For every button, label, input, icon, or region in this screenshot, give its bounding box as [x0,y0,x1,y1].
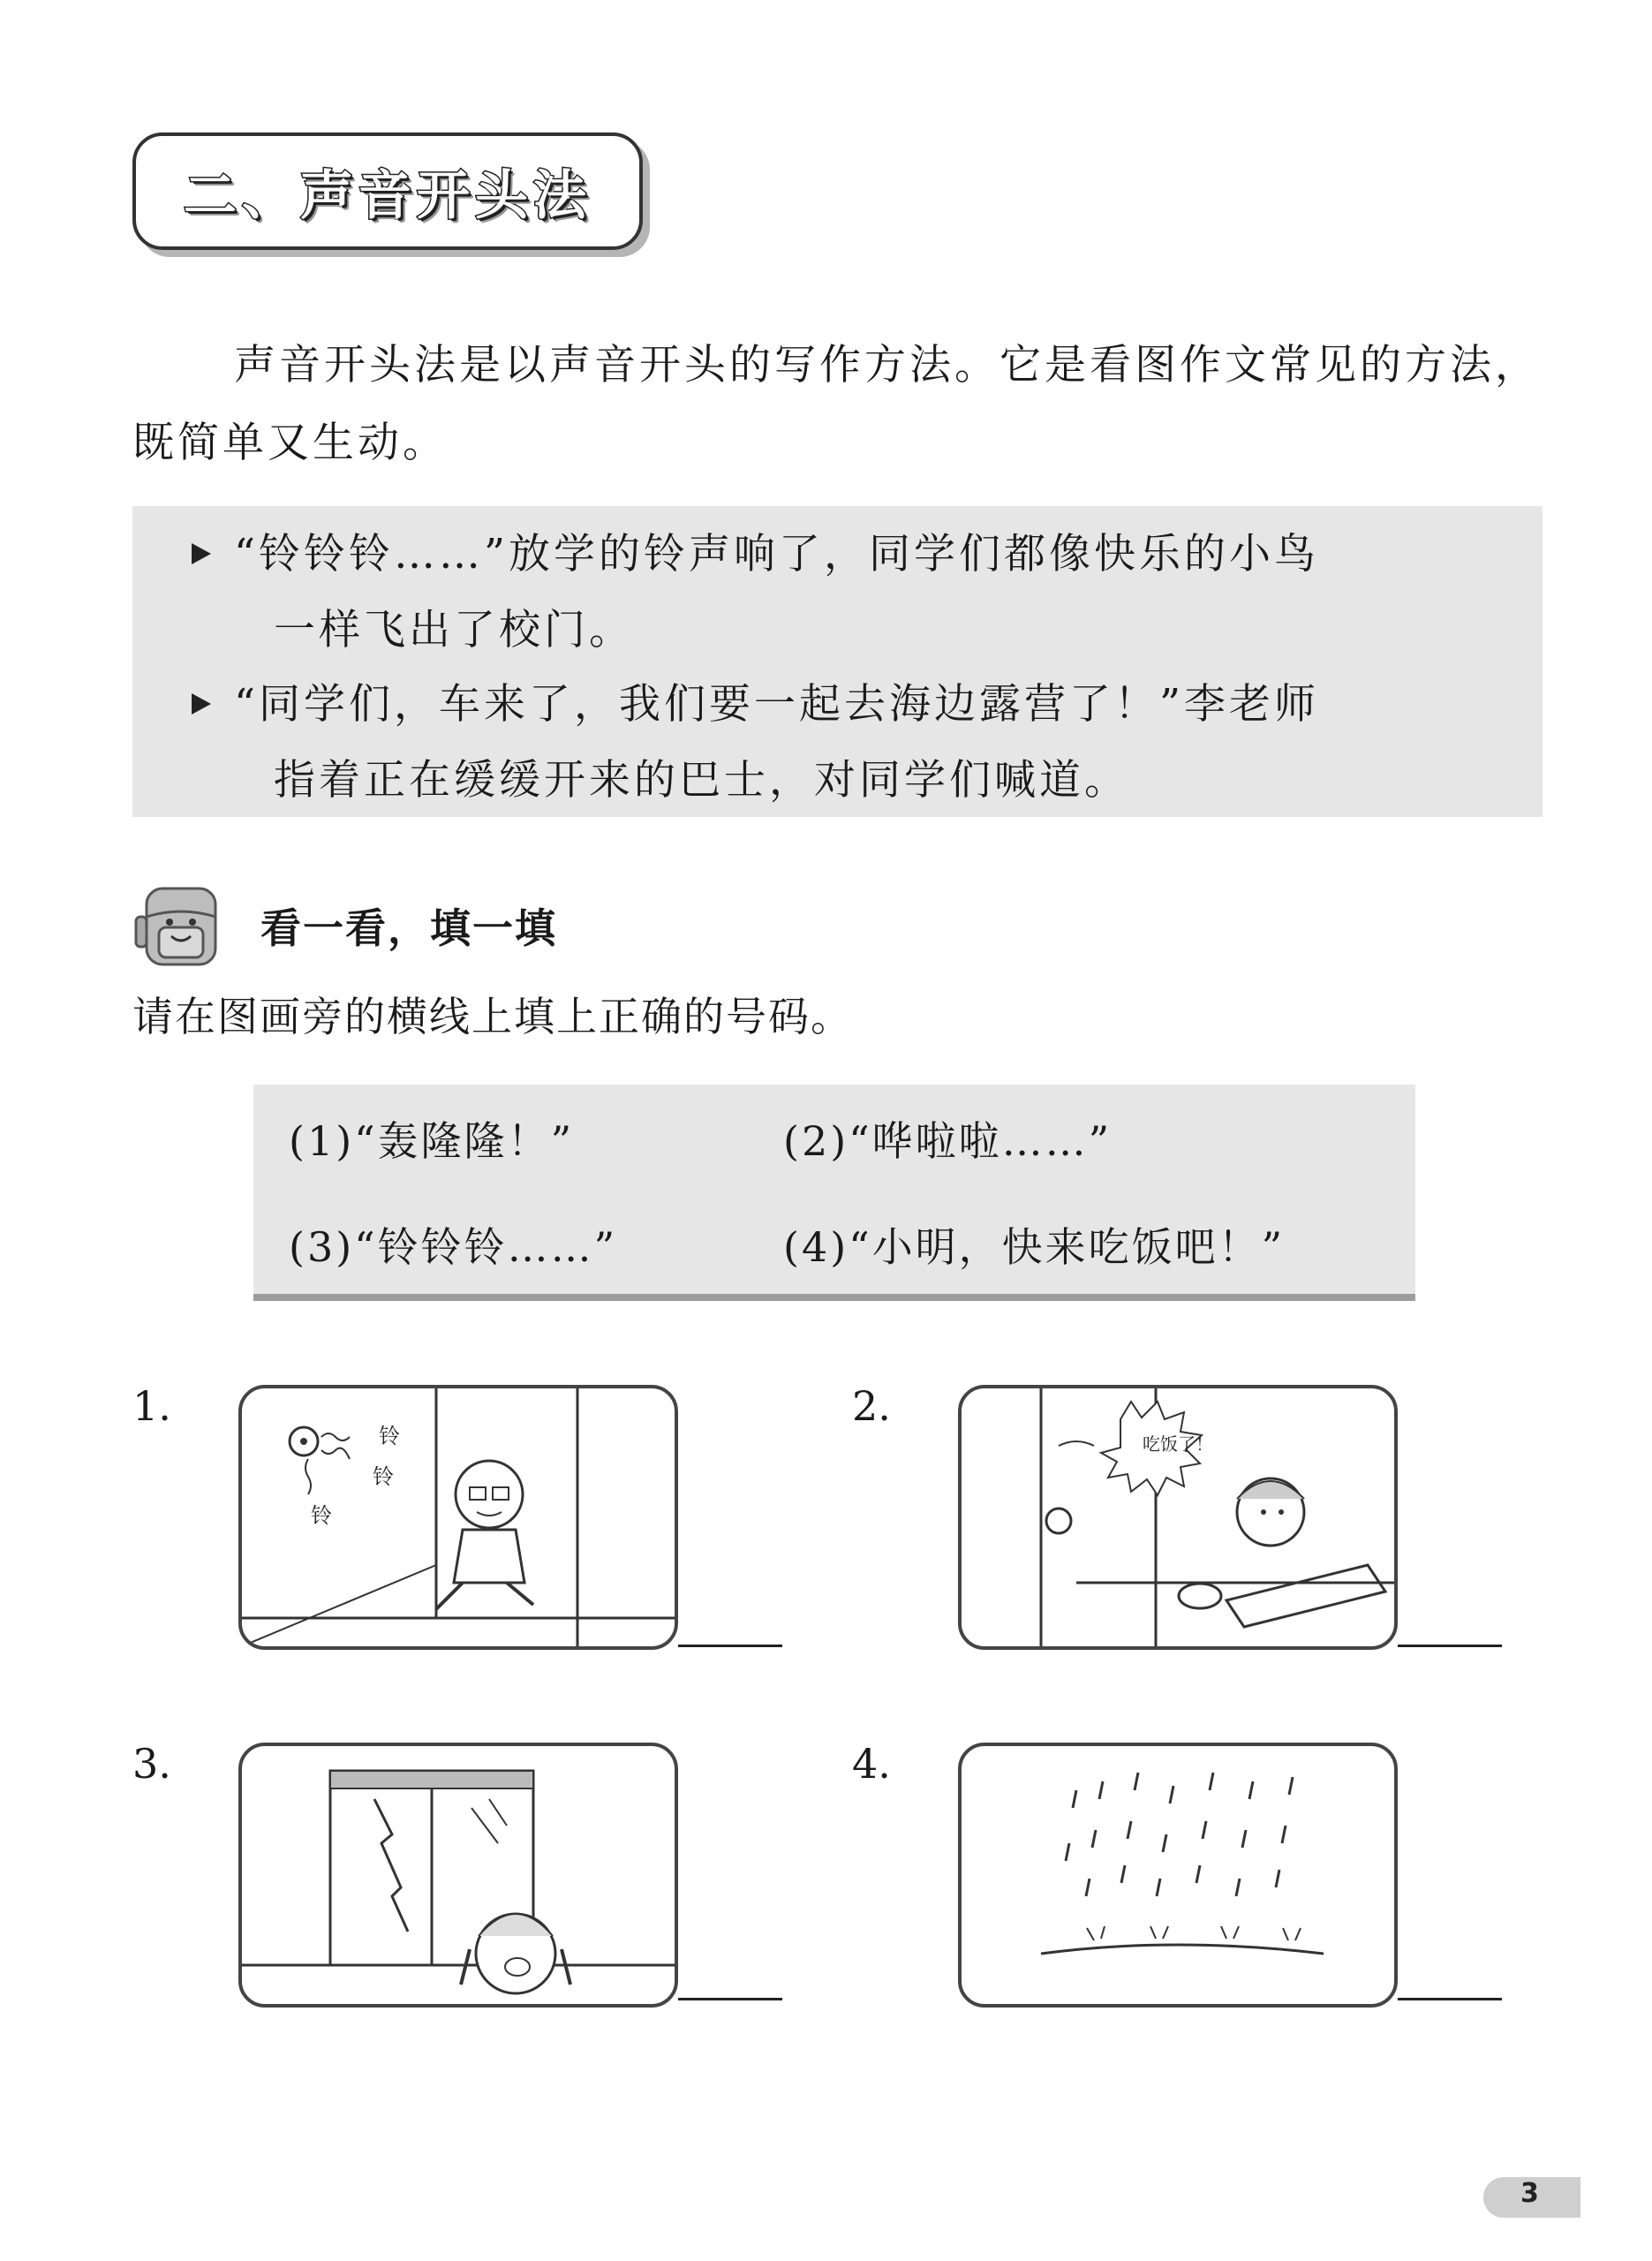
answer-line[interactable] [678,1998,782,2000]
arrow-bullet-icon [192,543,211,564]
sound-label: 铃 [311,1503,332,1528]
answer-line[interactable] [678,1645,782,1647]
sound-label: 铃 [373,1464,394,1489]
arrow-bullet-icon [192,693,211,715]
picture-rain [958,1743,1398,2008]
picture-bell-ringing [238,1385,678,1650]
section-title: 二、声音开头法 [184,164,592,227]
option-1: (1)“轰隆隆！” [289,1117,575,1165]
page-number: 3 [1520,2178,1539,2209]
option-2: (2)“哗啦啦……” [783,1117,1113,1165]
option-3: (3)“铃铃铃……” [289,1223,618,1271]
picture-thunder [238,1743,678,2008]
picture-called-to-eat [958,1385,1398,1650]
section-title-box [132,132,643,250]
examples-box [132,506,1543,817]
example-item [234,517,1505,669]
question-number: 3. [132,1740,171,1788]
question-number: 4. [852,1740,891,1788]
example-line: “同学们，车来了，我们要一起去海边露营了！”李老师 [234,680,1320,729]
options-box [253,1085,1415,1301]
example-line: 一样飞出了校门。 [274,606,634,654]
option-4: (4)“小明，快来吃饭吧！” [783,1223,1286,1271]
answer-line[interactable] [1398,1645,1502,1647]
question-number: 1. [132,1382,171,1430]
sound-label: 铃 [379,1424,400,1448]
speech-bubble-text: 吃饭了！ [1143,1433,1213,1455]
intro-text: 声音开头法是以声音开头的写作方法。它是看图作文常见的方法，既简单又生动。 [132,341,1540,467]
question-number: 2. [852,1382,891,1430]
example-line: “铃铃铃……”放学的铃声响了，同学们都像快乐的小鸟 [234,530,1320,578]
intro-paragraph [132,327,1545,482]
example-item [234,667,1505,819]
backpack-icon [132,881,230,970]
answer-line[interactable] [1398,1998,1502,2000]
activity-title: 看一看，填一填 [260,904,557,952]
activity-instruction: 请在图画旁的横线上填上正确的号码。 [132,993,853,1040]
example-line: 指着正在缓缓开来的巴士，对同学们喊道。 [274,756,1129,805]
